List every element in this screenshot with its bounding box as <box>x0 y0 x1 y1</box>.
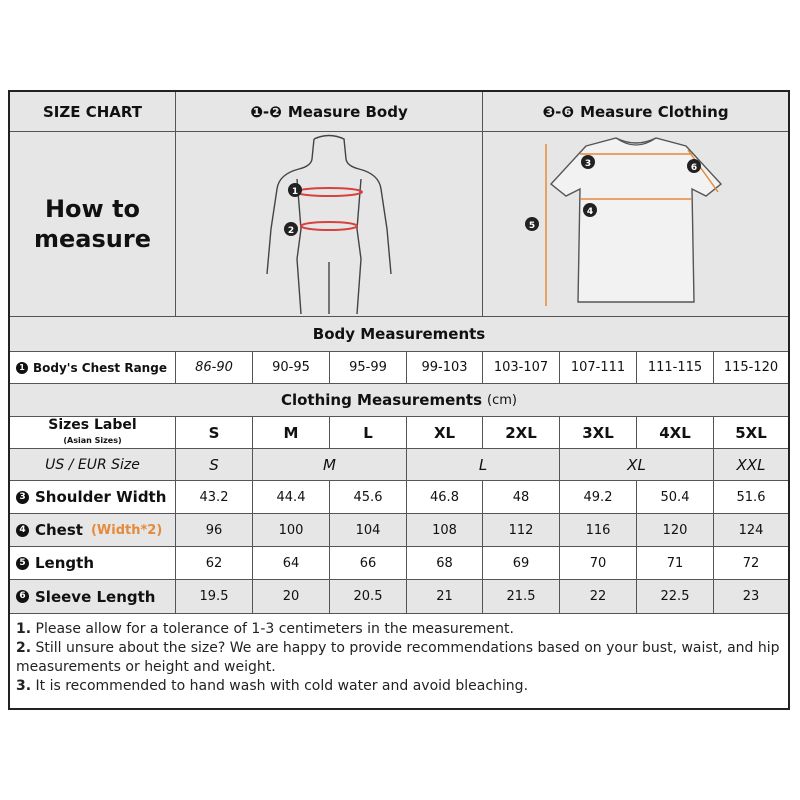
body-figure-cell <box>176 132 483 316</box>
size-cell: 3XL <box>560 417 637 448</box>
svg-text:3: 3 <box>584 159 591 169</box>
measurement-cell: 104 <box>330 514 407 546</box>
size-chart-table <box>8 90 790 710</box>
size-cell: 4XL <box>637 417 714 448</box>
chest-range-cell: 107-111 <box>560 352 637 383</box>
shoulder-width-label: 3 Shoulder Width <box>10 481 176 513</box>
size-cell: M <box>253 417 330 448</box>
measurement-cell: 100 <box>253 514 330 546</box>
us-eur-size-cell: L <box>407 449 560 480</box>
chest-range-cell: 115-120 <box>723 360 779 375</box>
sizes-label-row <box>10 417 788 449</box>
size-chart-title: SIZE CHART <box>10 92 176 131</box>
body-silhouette-illustration <box>229 134 429 314</box>
measurement-cell: 96 <box>176 514 253 546</box>
body-chest-range-label: 1 Body's Chest Range <box>10 352 176 383</box>
length-label: 5 Length <box>10 547 176 579</box>
us-eur-size-cell: M <box>253 449 407 480</box>
measurement-cell: 68 <box>407 547 483 579</box>
measurement-cell: 44.4 <box>253 481 330 513</box>
marker-4-icon <box>583 203 597 217</box>
chest-label: 4 Chest (Width*2) <box>10 514 176 546</box>
shoulder-width-row <box>10 481 788 514</box>
measurement-cell: 21.5 <box>483 580 560 613</box>
size-cell: L <box>330 417 407 448</box>
measurement-cell: 20.5 <box>330 580 407 613</box>
us-eur-size-row <box>10 449 788 481</box>
measurement-cell: 21 <box>407 580 483 613</box>
measurement-cell: 22 <box>560 580 637 613</box>
header-row <box>10 92 788 132</box>
body-chest-range-row <box>10 352 788 384</box>
sleeve-length-row <box>10 580 788 614</box>
measurement-cell: 112 <box>483 514 560 546</box>
clothing-measurements-title: Clothing Measurements (cm) <box>280 391 518 409</box>
size-cell: XL <box>407 417 483 448</box>
us-eur-size-cell: XL <box>560 449 714 480</box>
marker-3-icon <box>581 155 595 169</box>
measure-clothing-numbers: ❸-❻ <box>542 102 575 121</box>
chest-range-cell: 90-95 <box>253 352 330 383</box>
marker-6-icon <box>687 159 701 173</box>
chest-width-note: (Width*2) <box>90 522 163 538</box>
note-item: 3. It is recommended to hand wash with cold water and avoid bleaching. <box>16 678 529 694</box>
body-measurements-title: Body Measurements <box>312 325 486 343</box>
measurement-cell: 71 <box>637 547 714 579</box>
measurement-cell: 43.2 <box>176 481 253 513</box>
shirt-figure-cell <box>483 132 788 316</box>
svg-text:1: 1 <box>291 187 299 197</box>
svg-text:4: 4 <box>586 207 593 217</box>
measurement-cell: 22.5 <box>637 580 714 613</box>
measurement-cell: 50.4 <box>637 481 714 513</box>
marker-5-icon <box>525 217 539 231</box>
care-notes <box>10 614 788 702</box>
svg-text:2: 2 <box>287 226 295 236</box>
measurement-cell: 124 <box>738 522 764 538</box>
sizes-label: Sizes Label (Asian Sizes) <box>10 417 176 448</box>
clothing-measurements-title-row <box>10 384 788 417</box>
measurement-cell: 120 <box>637 514 714 546</box>
us-eur-size-cell: S <box>176 449 253 480</box>
illustration-row <box>10 132 788 317</box>
measurement-cell: 72 <box>742 555 760 571</box>
measurement-cell: 46.8 <box>407 481 483 513</box>
size-cell: 5XL <box>735 423 767 442</box>
note-item: 2. Still unsure about the size? We are happy to provide recommendations based on your bust, waist, and hip measurements or height and weight. <box>16 640 780 675</box>
measurement-cell: 70 <box>560 547 637 579</box>
chest-range-cell: 99-103 <box>407 352 483 383</box>
chest-range-cell: 111-115 <box>637 352 714 383</box>
how-to-measure-title: How to measure <box>10 132 176 316</box>
body-measurements-title-row <box>10 317 788 352</box>
measure-body-header: ❶-❷ Measure Body <box>176 92 483 131</box>
measurement-cell: 19.5 <box>176 580 253 613</box>
measure-clothing-header: ❸-❻ Measure Clothing <box>542 102 729 121</box>
length-row <box>10 547 788 580</box>
measurement-cell: 23 <box>742 589 760 604</box>
measurement-cell: 45.6 <box>330 481 407 513</box>
chest-range-cell: 103-107 <box>483 352 560 383</box>
measurement-cell: 64 <box>253 547 330 579</box>
chest-range-cell: 86-90 <box>176 352 253 383</box>
measurement-cell: 48 <box>483 481 560 513</box>
measurement-cell: 69 <box>483 547 560 579</box>
measurement-cell: 108 <box>407 514 483 546</box>
measurement-cell: 66 <box>330 547 407 579</box>
chest-range-cell: 95-99 <box>330 352 407 383</box>
measurement-cell: 62 <box>176 547 253 579</box>
measurement-cell: 51.6 <box>736 489 766 505</box>
svg-text:5: 5 <box>528 221 535 231</box>
measure-body-numbers: ❶-❷ <box>250 102 282 121</box>
note-item: 1. Please allow for a tolerance of 1-3 centimeters in the measurement. <box>16 621 514 637</box>
measurement-cell: 49.2 <box>560 481 637 513</box>
measurement-cell: 116 <box>560 514 637 546</box>
svg-text:6: 6 <box>690 163 697 173</box>
us-eur-size-cell: XXL <box>736 455 766 474</box>
marker-1-icon <box>288 183 302 197</box>
chest-row <box>10 514 788 547</box>
sleeve-length-label: 6 Sleeve Length <box>10 580 176 613</box>
tshirt-illustration <box>516 134 756 314</box>
size-cell: 2XL <box>483 417 560 448</box>
measurement-cell: 20 <box>253 580 330 613</box>
size-cell: S <box>176 417 253 448</box>
us-eur-size-label: US / EUR Size <box>10 449 176 480</box>
marker-2-icon <box>284 222 298 236</box>
